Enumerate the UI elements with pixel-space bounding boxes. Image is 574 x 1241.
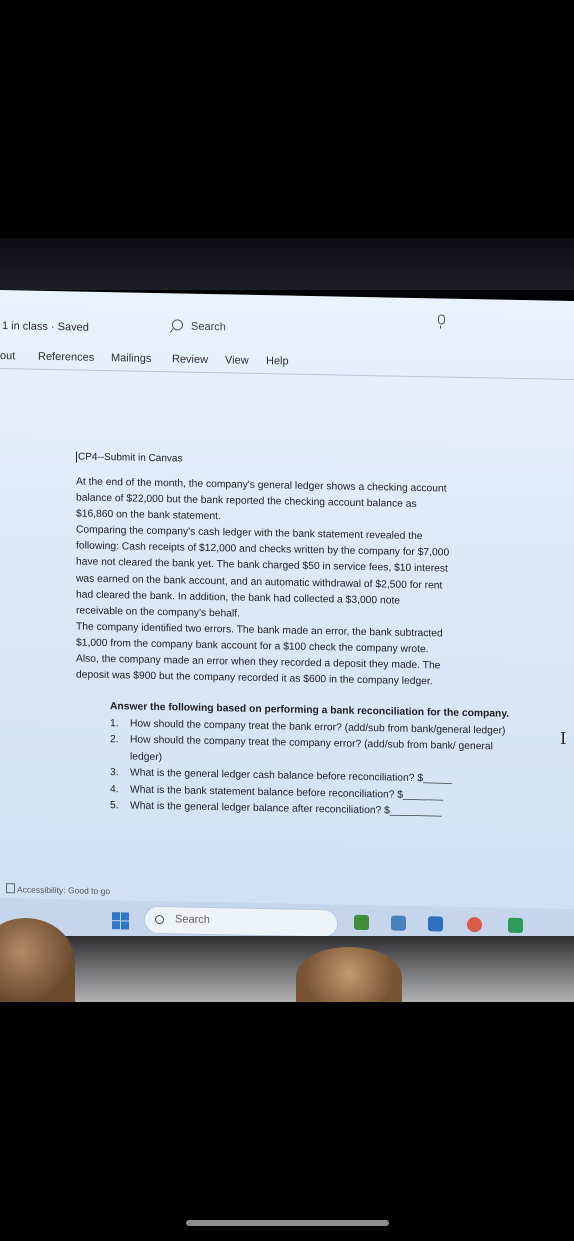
taskbar-search-label: Search [175,913,210,927]
windows-start-icon[interactable] [112,912,129,929]
title-bar [0,290,574,346]
search-icon [155,915,164,924]
question-text: How should the company treat the company error? (add/sub from bank/ general ledger) [130,734,493,763]
paragraph-line: had cleared the bank. In addition, the bank had collected a $3,000 note [76,589,401,607]
accessibility-icon [6,883,15,893]
paragraph-line: receivable on the company's behalf. [76,605,240,620]
question-number: 5. [110,800,119,812]
question-text: What is the bank statement balance before reconciliation? $_______ [130,783,444,802]
title-search-box[interactable] [172,319,226,333]
search-icon [172,319,183,330]
title-search-label: Search [191,320,226,334]
question-number: 2. [110,734,119,746]
taskbar-search-box[interactable] [144,906,338,938]
paragraph-line: following: Cash receipts of $12,000 and checks written by the company for $7,000 [76,540,450,560]
text-cursor-icon: I [560,728,567,748]
paragraph-line: Comparing the company's cash ledger with the bank statement revealed the [76,524,423,543]
taskbar-app-icon[interactable] [467,917,482,932]
ribbon-tabs [0,346,574,377]
paragraph-line: deposit was $900 but the company recorded it as $600 in the company ledger. [76,669,433,688]
document-title[interactable]: 1 in class · Saved [2,320,89,334]
paragraph-line: $16,860 on the bank statement. [76,508,221,523]
question-number: 1. [110,717,119,729]
projected-screen [0,290,574,947]
room-wall-above-screen [0,238,574,290]
question-text: What is the general ledger cash balance before reconciliation? $_____ [130,767,452,785]
tab-review[interactable]: Review [172,353,209,366]
question-text: How should the company treat the bank error? (add/sub from bank/general ledger) [130,717,506,737]
tab-view[interactable]: View [225,354,249,367]
taskbar-app-icon[interactable] [354,915,369,930]
tab-layout[interactable]: out [0,350,16,363]
paragraph-line: have not cleared the bank yet. The bank charged $50 in service fees, $10 interest [76,556,448,576]
questions-lead: Answer the following based on performing a bank reconciliation for the company. [110,701,510,720]
taskbar-app-icon[interactable] [428,916,443,931]
paragraph-line: At the end of the month, the company's general ledger shows a checking account [76,476,447,495]
accessibility-status[interactable]: Accessibility: Good to go [17,884,111,897]
classroom-below-screen [0,936,574,1002]
problem-paragraph [76,474,522,692]
paragraph-line: balance of $22,000 but the bank reported the checking account balance as [76,492,417,511]
tab-help[interactable]: Help [266,355,289,368]
question-block [110,699,520,822]
home-indicator[interactable] [186,1220,389,1226]
taskbar-app-icon[interactable] [508,918,523,933]
taskbar-app-icon[interactable] [391,916,406,931]
person-head-center [296,947,402,1007]
paragraph-line: was earned on the bank account, and an automatic withdrawal of $2,500 for rent [76,573,443,592]
phone-bottom-black-area [0,1002,574,1241]
status-bar [6,883,110,896]
document-page[interactable] [58,441,528,900]
tab-mailings[interactable]: Mailings [111,352,152,365]
paragraph-line: The company identified two errors. The bank made an error, the bank subtracted [76,621,443,640]
paragraph-line: $1,000 from the company bank account for a $100 check the company wrote. [76,637,429,656]
question-text: What is the general ledger balance after reconciliation? $_________ [130,800,442,818]
question-number: 4. [110,783,119,795]
question-number: 3. [110,767,119,779]
question-list [110,716,520,823]
page-title: CP4--Submit in Canvas [78,451,183,465]
tab-references[interactable]: References [38,350,95,364]
microphone-icon[interactable] [436,314,446,328]
phone-top-black-area [0,0,574,238]
paragraph-line: Also, the company made an error when they recorded a deposit they made. The [76,653,441,672]
